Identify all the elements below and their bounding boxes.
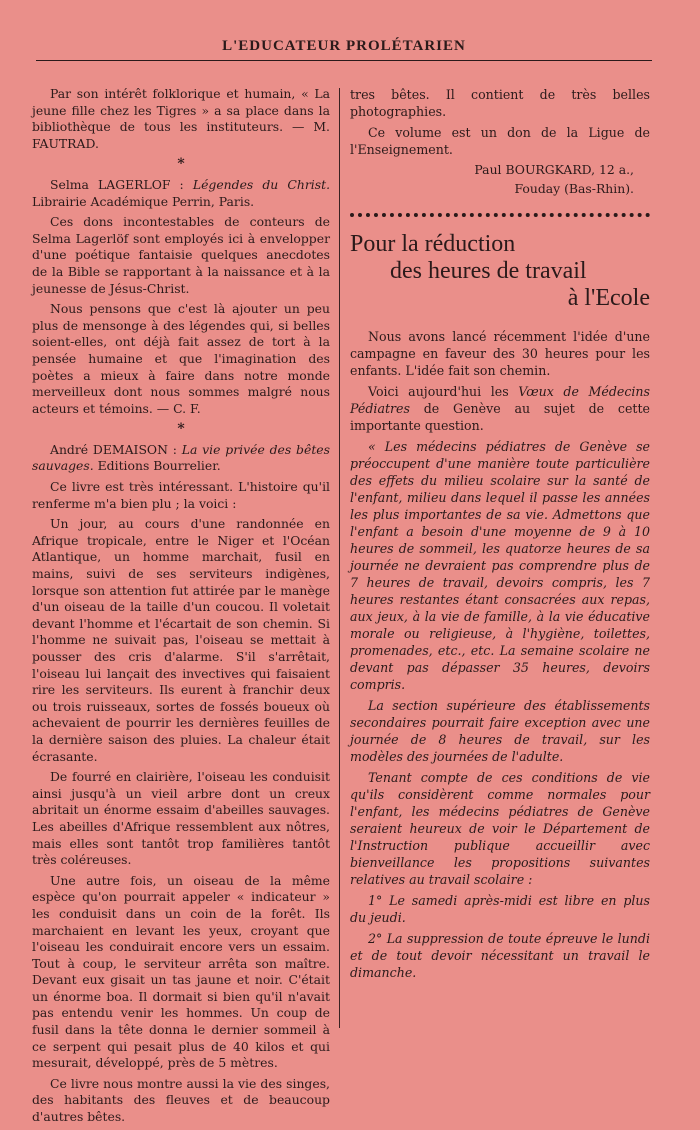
text-run: Voici aujourd'hui les [368,384,519,400]
book-publisher: Librairie Académique Perrin, Paris. [32,193,255,209]
review-paragraph: Nous pensons que c'est là ajouter un peu plus de mensonge à des légendes qui, si belles soient-elles, ont déjà fait assez de tort à la pensée humaine et que l'imagination des poètes a mieux à faire dans notre monde merveilleux dont nous sommes malgré nous acteurs et témoins. — C. F. [32,301,330,416]
text-run: de Genève au sujet de cette importante question. [350,401,650,434]
quote-paragraph: 2° La suppression de toute épreuve le lundi et de tout devoir nécessitant un travail le dimanche. [350,931,650,981]
article-paragraph: Nous avons lancé récemment l'idée d'une campagne en faveur des 30 heures pour les enfants. L'idée fait son chemin. [350,329,650,379]
review-paragraph: De fourré en clairière, l'oiseau les conduisit ainsi jusqu'à un vieil arbre dont un creux abritait un énorme essaim d'abeilles sauvages. Les abeilles d'Afrique ressemblent aux nôtres, mais elles sont tantôt trop familières tantôt très coléreuses. [32,769,330,868]
right-column [350,86,650,985]
review-fautrad-paragraph: Par son intérêt folklorique et humain, « La jeune fille chez les Tigres » a sa place dans la bibliothèque de tous les instituteurs. — M. FAUTRAD. [32,86,330,151]
dotted-separator [350,213,650,217]
review-paragraph: Ce volume est un don de la Ligue de l'Enseignement. [350,125,650,157]
section-separator-star: * [177,421,185,438]
book-author: Selma LAGERLOF : [50,176,193,192]
article-title-line: à l'Ecole [567,285,650,312]
review-paragraph: Un jour, au cours d'une randonnée en Afrique tropicale, entre le Niger et l'Océan Atlantique, un homme marchait, fusil en mains, suivi de ses serviteurs indigènes, lorsque son attention fut attirée par le manège d'un oiseau de la taille d'un coucou. Il voletait devant l'homme et l'écartait de son chemin. Si l'homme ne suivait pas, l'oiseau se mettait à pousser des cris d'alarme. S'il s'arrêtait, l'oiseau lui lançait des invectives qui faisaient rire les serviteurs. Ils eurent à franchir deux ou trois ruisseaux, sortes de fossés boueux où achevaient de pourrir les dernières feuilles de la dernière saison des pluies. La chaleur était écrasante. [32,516,330,764]
book-title: La vie privée des bêtes sauvages. [32,441,330,474]
section-separator-star: * [177,156,185,173]
review-paragraph: Une autre fois, un oiseau de la même espèce qu'on pourrait appeler « indicateur » les conduisit dans un coin de la forêt. Ils marchaient en levant les yeux, croyant que l'oiseau les conduirait encore vers un essaim. Tout à coup, le serviteur arrêta son maître. Devant eux gisait un tas jaune et noir. C'était un énorme boa. Il dormait si bien qu'il n'avait pas entendu venir les hommes. Un coup de fusil dans la tête donna le dernier sommeil à ce serpent qui pesait plus de 40 kilos et qui mesurait, développé, près de 5 mètres. [32,872,330,1071]
quote-paragraph: Tenant compte de ces conditions de vie qu'ils considèrent comme normales pour l'enfant, les médecins pédiatres de Genève seraient heureux de voir le Département de l'Instruction publique accueillir avec bienveillance les propositions suivantes relatives au travail scolaire : [350,770,650,888]
book-heading-lagerlof [32,177,330,210]
review-continuation: tres bêtes. Il contient de très belles photographies. [350,87,650,119]
review-paragraph: Ce livre est très intéressant. L'histoire qu'il renferme m'a bien plu ; la voici : [32,479,330,511]
quote-paragraph: La section supérieure des établissements secondaires pourrait faire exception avec une journée de 8 heures de travail, sur les modèles des journées de l'adulte. [350,698,650,765]
signature-name: Paul BOURGKARD, 12 a., [474,162,634,177]
text-run-italic: Vœux de Médecins Pédiatres [350,384,650,417]
column-divider [339,88,340,1028]
article-paragraph [350,383,650,434]
book-author: André DEMAISON : [50,441,182,457]
review-paragraph: Ces dons incontestables de conteurs de Selma Lagerlöf sont employés ici à envelopper d'une poétique fantaisie quelques anecdotes de la Bible se rapportant à la naissance et à la jeunesse de Jésus-Christ. [32,214,330,296]
article-title-line: des heures de travail [390,258,587,285]
article-title-line: Pour la réduction [350,231,516,258]
book-title: Légendes du Christ. [192,176,331,192]
review-paragraph: Ce livre nous montre aussi la vie des singes, des habitants des fleuves et de beaucoup d'autres bêtes. [32,1075,330,1125]
book-publisher: Editions Bourrelier. [93,458,221,474]
article-title [350,231,650,312]
book-heading-demaison [32,442,330,475]
page-header: L'EDUCATEUR PROLÉTARIEN [222,38,466,54]
header-rule [36,60,652,61]
left-column [32,86,330,1130]
signature-location: Fouday (Bas-Rhin). [514,180,634,196]
quote-paragraph: 1° Le samedi après-midi est libre en plus du jeudi. [350,893,650,926]
quote-paragraph: « Les médecins pédiatres de Genève se préoccupent d'une manière toute particulière des effets du milieu scolaire sur la santé de l'enfant, milieu dans lequel il passe les années les plus importantes de sa vie. Admettons que l'enfant a besoin d'une moyenne de 9 à 10 heures de sommeil, les quatorze heures de sa journée ne devraient pas comprendre plus de 7 heures de travail, devoirs compris, les 7 heures restantes étant consacrées aux repas, aux jeux, à la vie de famille, à la vie éducative morale ou religieuse, à l'hygiène, toilettes, promenades, etc., etc. La semaine scolaire ne devant pas dépasser 35 heures, devoirs compris. [350,439,650,693]
